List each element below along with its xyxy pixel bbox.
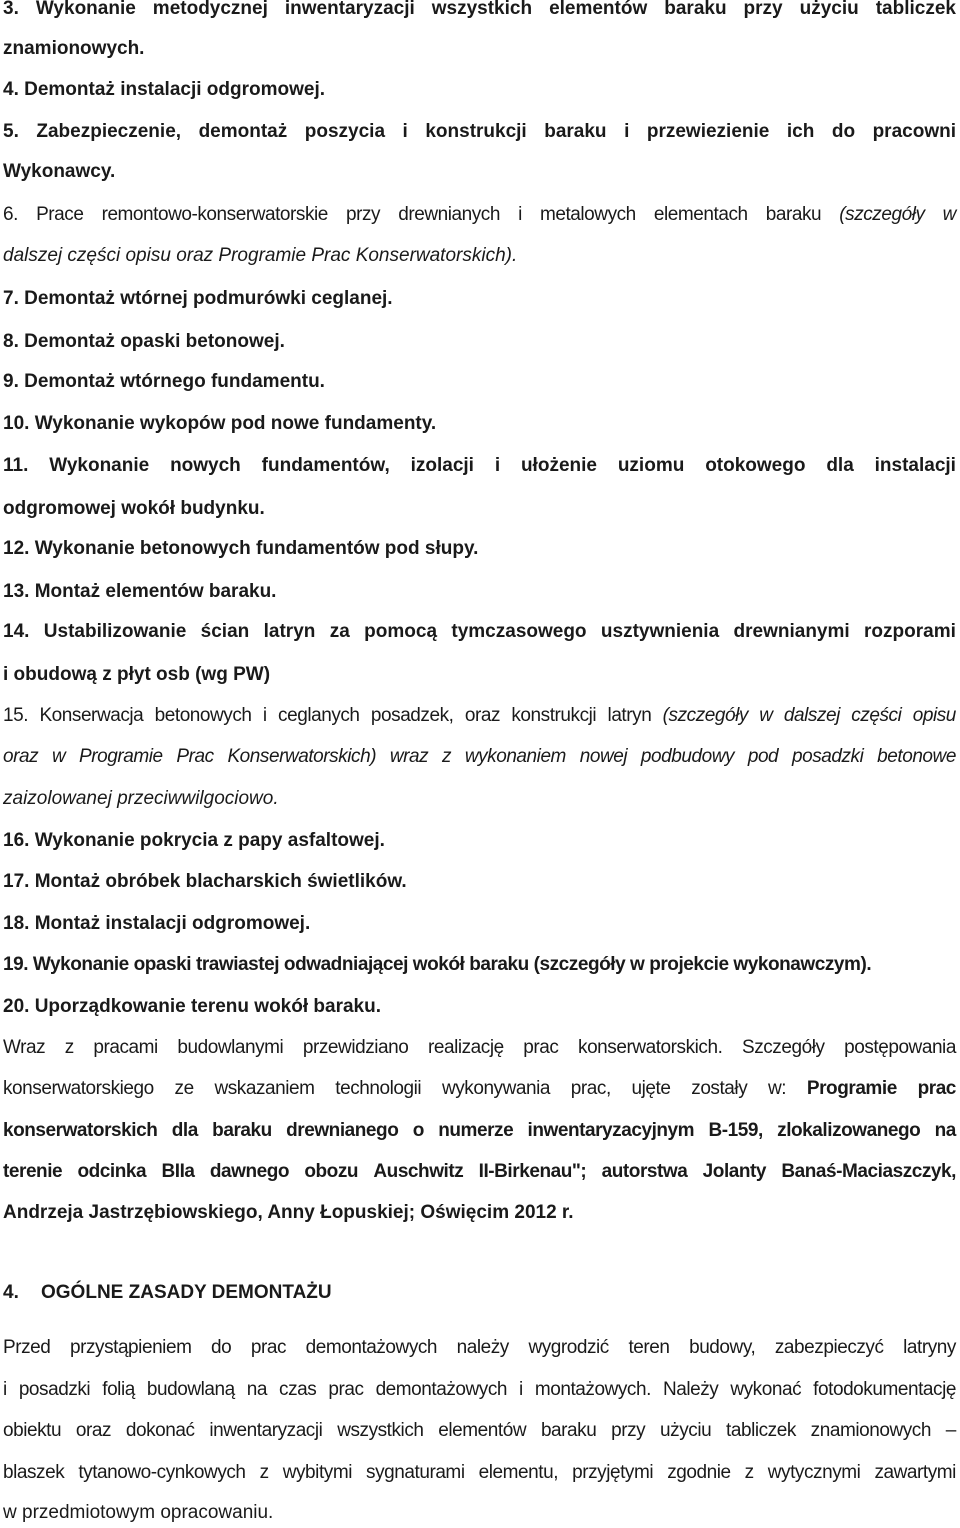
- word: 6.: [3, 204, 18, 225]
- word: remontowo-konserwatorskie: [101, 204, 328, 225]
- word: 15.: [3, 705, 29, 726]
- word: elementów: [549, 0, 648, 19]
- word: użyciu: [660, 1420, 712, 1441]
- word: prac: [917, 1078, 956, 1099]
- word: metodycznej: [152, 0, 268, 19]
- list-item-18: 18. Montaż instalacji odgromowej.: [3, 913, 311, 934]
- word: teren: [628, 1337, 670, 1358]
- word: wszystkich: [431, 0, 533, 19]
- list-item-5-line-1: [3, 120, 956, 144]
- word: wytycznymi: [767, 1462, 861, 1483]
- word: do: [211, 1337, 232, 1358]
- word: drewnianymi: [733, 621, 850, 642]
- word: Szczegóły: [741, 1037, 825, 1058]
- word: izolacji: [410, 455, 474, 476]
- word: prac: [523, 1037, 559, 1058]
- word: oraz: [464, 705, 501, 726]
- word: na: [934, 1120, 956, 1141]
- list-item-12: 12. Wykonanie betonowych fundamentów pod słupy.: [3, 538, 479, 559]
- list-item-15-line-1: [3, 704, 956, 728]
- word: blaszek: [3, 1462, 65, 1483]
- list-item-14-line-2: i obudową z płyt osb (wg PW): [3, 664, 271, 685]
- word: przyjętymi: [572, 1462, 654, 1483]
- word: Wraz: [3, 1037, 46, 1058]
- list-item-4: 4. Demontaż instalacji odgromowej.: [3, 79, 326, 100]
- word: elementach: [653, 204, 748, 225]
- list-item-11-line-2: odgromowej wokół budynku.: [3, 498, 265, 519]
- word: latryny: [903, 1337, 956, 1358]
- word: konstrukcji: [425, 121, 527, 142]
- word: pod: [747, 746, 779, 767]
- summary-line-1: [3, 1036, 956, 1060]
- word: w:: [768, 1078, 787, 1099]
- section-body-line-3: [3, 1419, 956, 1443]
- list-item-15-line-3: zaizolowanej przeciwwilgociowo.: [3, 788, 279, 809]
- list-item-7: 7. Demontaż wtórnej podmurówki ceglanej.: [3, 288, 393, 309]
- word: z: [441, 746, 452, 767]
- list-item-17: 17. Montaż obróbek blacharskich świetlików.: [3, 871, 407, 892]
- word: terenie: [3, 1161, 63, 1182]
- word: posadzki: [18, 1379, 91, 1400]
- list-item-6-line-2: dalszej części opisu oraz Programie Prac Konserwatorskich).: [3, 245, 518, 266]
- word: budowy,: [689, 1337, 756, 1358]
- word: przewiezienie: [646, 121, 770, 142]
- word: zlokalizowanego: [777, 1120, 921, 1141]
- word: realizację: [427, 1037, 504, 1058]
- word: (szczegóły: [662, 705, 748, 726]
- word: w: [942, 204, 956, 225]
- list-item-11-line-1: [3, 454, 956, 478]
- section-heading: [3, 1281, 956, 1305]
- word: prac: [328, 1379, 364, 1400]
- word: Ustabilizowanie: [43, 621, 187, 642]
- word: części: [851, 705, 902, 726]
- word: wybitymi: [282, 1462, 352, 1483]
- word: nowych: [170, 455, 241, 476]
- word: tabliczek: [875, 0, 956, 19]
- word: posadzki: [791, 746, 864, 767]
- word: rozporami: [864, 621, 956, 642]
- section-body-line-2: [3, 1378, 956, 1402]
- word: zabezpieczyć: [774, 1337, 884, 1358]
- word: o: [412, 1120, 424, 1141]
- word: II-Birkenau";: [478, 1161, 587, 1182]
- word: na: [246, 1379, 268, 1400]
- word: Przed: [3, 1337, 51, 1358]
- word: konserwatorskich: [3, 1120, 158, 1141]
- word: obozu: [304, 1161, 359, 1182]
- word: 5.: [3, 121, 19, 142]
- word: poszycia: [304, 121, 386, 142]
- word: drewnianych: [398, 204, 500, 225]
- word: inwentaryzacji: [209, 1420, 323, 1441]
- word: 3.: [3, 0, 19, 19]
- list-item-3-line-2: znamionowych.: [3, 38, 145, 59]
- list-item-19: 19. Wykonanie opaski trawiastej odwadniającej wokół baraku (szczegóły w projekcie wykonawczym).: [3, 954, 872, 975]
- word: ułożenie: [520, 455, 597, 476]
- word: inwentaryzacji: [284, 0, 415, 19]
- word: autorstwa: [601, 1161, 688, 1182]
- word: zgodnie: [667, 1462, 731, 1483]
- word: posadzek,: [370, 705, 454, 726]
- word: budowlaną: [146, 1379, 235, 1400]
- word: z: [744, 1462, 754, 1483]
- word: Należy: [662, 1379, 719, 1400]
- word: technologii: [335, 1078, 422, 1099]
- word: Konserwatorskich): [227, 746, 377, 767]
- word: odcinka: [77, 1161, 147, 1182]
- word: Wykonanie: [35, 0, 136, 19]
- word: folią: [102, 1379, 135, 1400]
- section-number: 4.: [3, 1282, 19, 1303]
- word: i: [624, 121, 630, 142]
- word: Wykonanie: [49, 455, 150, 476]
- word: i: [494, 455, 501, 476]
- word: dla: [171, 1120, 198, 1141]
- section-body-line-1: [3, 1336, 956, 1360]
- word: podbudowy: [640, 746, 735, 767]
- word: uziomu: [617, 455, 685, 476]
- word: oraz: [3, 746, 39, 767]
- word: przy: [346, 204, 381, 225]
- word: czas: [279, 1379, 317, 1400]
- list-item-10: 10. Wykonanie wykopów pod nowe fundamenty.: [3, 413, 437, 434]
- summary-line-3: [3, 1119, 956, 1143]
- word: wraz: [389, 746, 429, 767]
- word: fundamentów,: [261, 455, 390, 476]
- word: wykonać: [730, 1379, 802, 1400]
- word: baraku: [540, 1420, 597, 1441]
- word: dawnego: [209, 1161, 290, 1182]
- list-item-14-line-1: [3, 620, 956, 644]
- word: usztywnienia: [600, 621, 720, 642]
- word: znamionowych: [810, 1420, 931, 1441]
- word: obiektu: [3, 1420, 62, 1441]
- word: konserwatorskich.: [578, 1037, 723, 1058]
- word: baraku: [664, 0, 727, 19]
- summary-line-4: [3, 1160, 956, 1184]
- word: ścian: [200, 621, 250, 642]
- word: sygnaturami: [366, 1462, 465, 1483]
- word: w: [51, 746, 66, 767]
- list-item-20: 20. Uporządkowanie terenu wokół baraku.: [3, 996, 381, 1017]
- summary-line-5: Andrzeja Jastrzębiowskiego, Anny Łopuskiej; Oświęcim 2012 r.: [3, 1202, 574, 1223]
- word: i: [3, 1379, 7, 1400]
- word: w: [759, 705, 773, 726]
- word: dalszej: [783, 705, 840, 726]
- word: numerze: [438, 1120, 514, 1141]
- word: baraku: [765, 204, 822, 225]
- word: Prac: [176, 746, 214, 767]
- word: prac: [250, 1337, 287, 1358]
- word: budowlanymi: [177, 1037, 284, 1058]
- word: użyciu: [799, 0, 859, 19]
- word: do: [831, 121, 856, 142]
- word: ceglanych: [278, 705, 360, 726]
- word: pomocą: [364, 621, 438, 642]
- word: elementów: [438, 1420, 527, 1441]
- word: dla: [826, 455, 854, 476]
- section-body-line-5: w przedmiotowym opracowaniu.: [3, 1502, 274, 1523]
- word: Prace: [36, 204, 84, 225]
- word: Konserwacja: [39, 705, 144, 726]
- list-item-13: 13. Montaż elementów baraku.: [3, 581, 277, 602]
- word: tymczasowego: [451, 621, 587, 642]
- word: z: [259, 1462, 269, 1483]
- word: wskazaniem: [214, 1078, 315, 1099]
- list-item-16: 16. Wykonanie pokrycia z papy asfaltowej.: [3, 830, 385, 851]
- word: betonowych: [154, 705, 252, 726]
- word: i: [519, 1379, 523, 1400]
- word: betonowe: [877, 746, 956, 767]
- summary-line-2: [3, 1077, 956, 1101]
- word: konserwatorskiego: [3, 1078, 154, 1099]
- word: baraku: [544, 121, 607, 142]
- word: konstrukcji: [511, 705, 597, 726]
- list-item-8: 8. Demontaż opaski betonowej.: [3, 331, 285, 352]
- word: demontażowych: [375, 1379, 508, 1400]
- section-body-line-4: [3, 1461, 956, 1485]
- word: pracami: [93, 1037, 158, 1058]
- word: pracowni: [872, 121, 956, 142]
- word: –: [945, 1420, 956, 1441]
- word: ze: [174, 1078, 194, 1099]
- word: i: [518, 204, 522, 225]
- word: zawartymi: [874, 1462, 956, 1483]
- word: Jolanty: [702, 1161, 767, 1182]
- word: drewnianego: [286, 1120, 399, 1141]
- word: tytanowo-cynkowych: [78, 1462, 246, 1483]
- word: baraku: [212, 1120, 272, 1141]
- word: latryn: [263, 621, 316, 642]
- word: Banaś-Maciaszczyk,: [781, 1161, 956, 1182]
- word: wygrodzić: [528, 1337, 609, 1358]
- word: ich: [786, 121, 815, 142]
- word: Auschwitz: [373, 1161, 464, 1182]
- word: zostały: [691, 1078, 748, 1099]
- word: tabliczek: [726, 1420, 796, 1441]
- word: otokowego: [705, 455, 806, 476]
- list-item-3-line-1: [3, 0, 956, 21]
- word: wykonaniem: [464, 746, 566, 767]
- section-title: OGÓLNE ZASADY DEMONTAŻU: [41, 1282, 332, 1303]
- list-item-5-line-2: Wykonawcy.: [3, 161, 116, 182]
- word: 11.: [3, 455, 29, 476]
- word: wykonywania: [441, 1078, 551, 1099]
- word: postępowania: [844, 1037, 956, 1058]
- word: ujęte: [631, 1078, 671, 1099]
- word: 14.: [3, 621, 30, 642]
- word: (szczegóły: [839, 204, 925, 225]
- word: montażowych.: [534, 1379, 651, 1400]
- word: przystąpieniem: [69, 1337, 192, 1358]
- word: latryn: [607, 705, 652, 726]
- word: przy: [611, 1420, 646, 1441]
- list-item-6-line-1: [3, 203, 956, 227]
- word: za: [329, 621, 350, 642]
- word: instalacji: [874, 455, 956, 476]
- word: i: [402, 121, 408, 142]
- word: Programie: [79, 746, 163, 767]
- word: BIIa: [161, 1161, 195, 1182]
- word: inwentaryzacyjnym: [527, 1120, 695, 1141]
- word: elementu,: [478, 1462, 559, 1483]
- word: metalowych: [539, 204, 636, 225]
- word: oraz: [75, 1420, 112, 1441]
- word: Programie: [806, 1078, 897, 1099]
- word: z: [64, 1037, 74, 1058]
- word: przewidziano: [302, 1037, 409, 1058]
- word: demontaż: [198, 121, 288, 142]
- word: nowej: [579, 746, 628, 767]
- list-item-15-line-2: [3, 745, 956, 769]
- word: należy: [456, 1337, 509, 1358]
- word: przy: [743, 0, 783, 19]
- word: dokonać: [125, 1420, 195, 1441]
- word: Zabezpieczenie,: [36, 121, 182, 142]
- word: i: [262, 705, 267, 726]
- word: demontażowych: [305, 1337, 438, 1358]
- word: wszystkich: [337, 1420, 424, 1441]
- word: fotodokumentację: [813, 1379, 956, 1400]
- word: opisu: [912, 705, 956, 726]
- word: B-159,: [708, 1120, 763, 1141]
- word: prac,: [570, 1078, 611, 1099]
- list-item-9: 9. Demontaż wtórnego fundamentu.: [3, 371, 325, 392]
